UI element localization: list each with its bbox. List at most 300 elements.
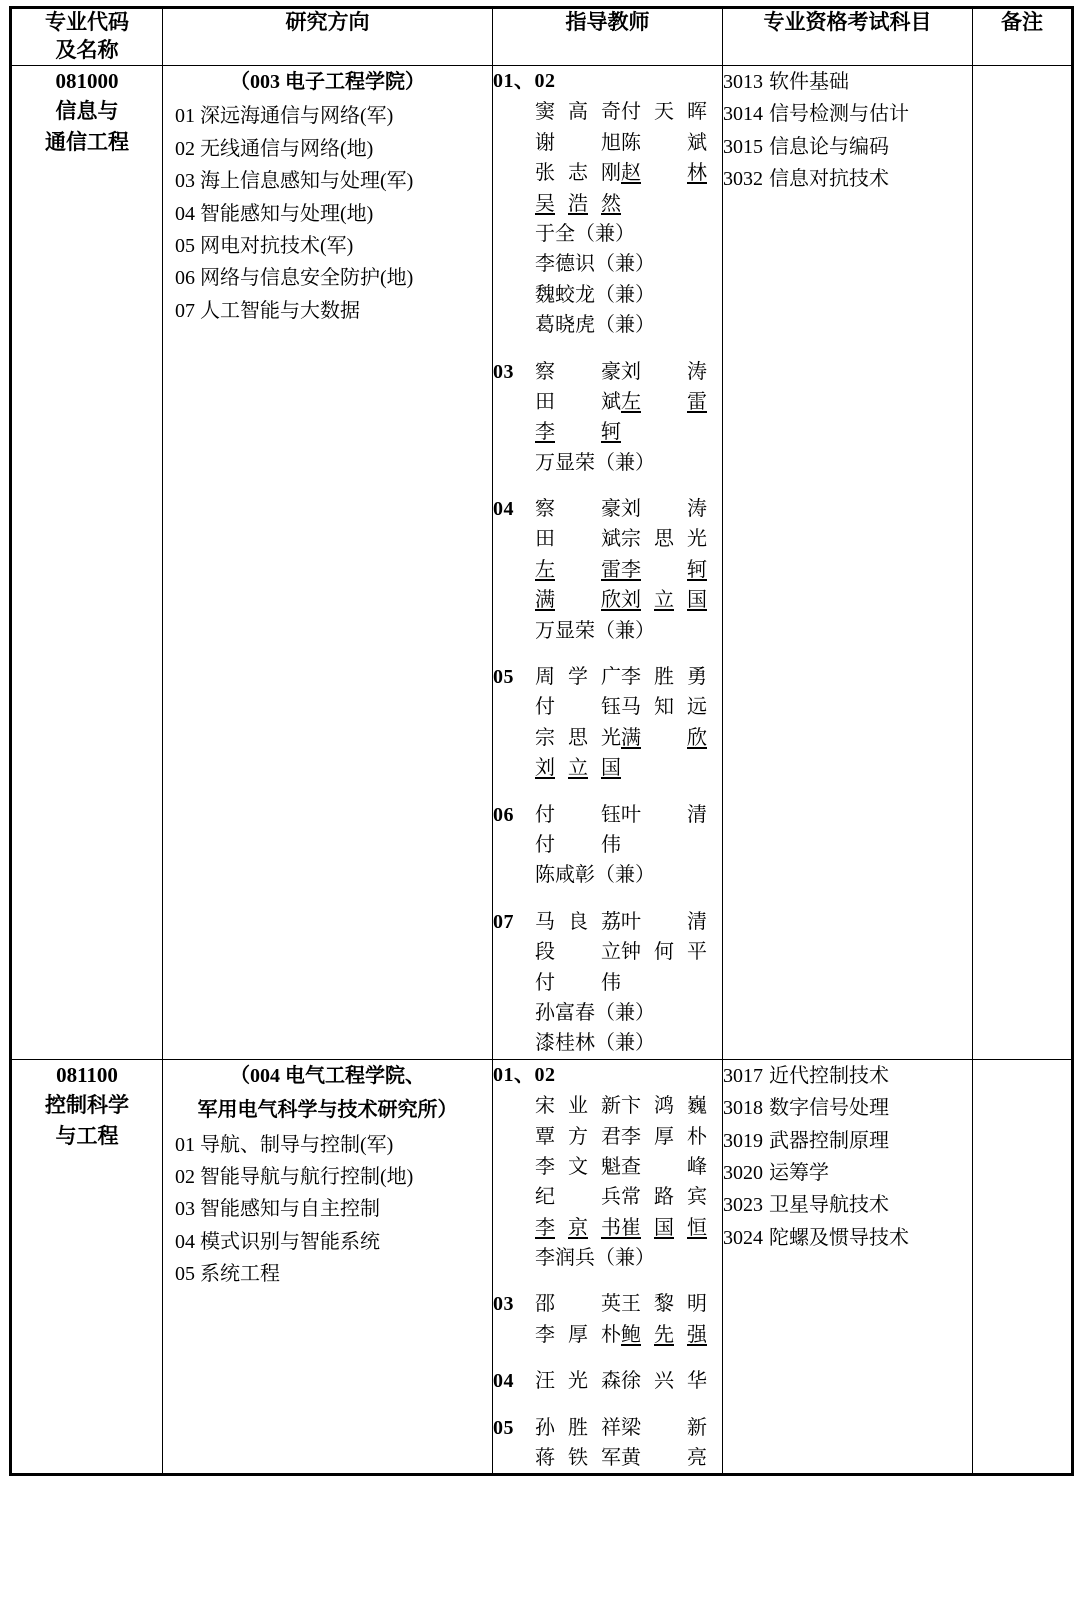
advisor-name-char: 叶 (621, 803, 641, 826)
advisor-name-char: 王 (621, 1293, 641, 1316)
advisor-name (621, 494, 707, 524)
advisor-group (493, 66, 722, 341)
advisor-name-char: 勇 (687, 666, 707, 689)
advisor-name (535, 97, 621, 127)
advisor-name-char: 卞 (621, 1095, 641, 1118)
advisor-name-char: 国 (601, 757, 621, 780)
advisor-line (493, 1243, 722, 1273)
advisor-name-char: 赵 (621, 162, 641, 185)
advisor-name-char: 吴 (535, 192, 555, 215)
advisor-name-char: 良 (568, 910, 588, 933)
advisor-name (535, 1028, 655, 1058)
advisor-name-char: 兵 (601, 1186, 621, 1209)
advisor-name-group (535, 1289, 722, 1319)
advisor-name-char: 立 (601, 941, 621, 964)
direction-number: 06 (175, 267, 195, 290)
advisor-line (493, 1122, 722, 1152)
advisor-name-group (535, 860, 722, 890)
advisor-name-char: 常 (621, 1186, 641, 1209)
direction-text: 无线通信与网络(地) (200, 137, 374, 160)
advisor-name-group (535, 753, 722, 783)
research-direction-item (163, 295, 492, 327)
advisor-group-number: 04 (493, 498, 514, 521)
advisor-name-char: 钟 (621, 941, 641, 964)
column-header-4 (723, 8, 973, 66)
advisor-line (493, 662, 722, 692)
advisor-name-char: 涛 (687, 360, 707, 383)
advisor-name (621, 937, 707, 967)
advisor-name-group (535, 1152, 722, 1182)
exam-subject-name: 运筹学 (769, 1161, 829, 1184)
exam-subject-item (723, 1060, 972, 1092)
advisor-name (535, 1366, 621, 1396)
major-name-line: 信息与 (55, 99, 119, 124)
direction-number: 01 (175, 105, 195, 128)
advisor-name-char: 周 (535, 666, 555, 689)
advisor-name-text: 于全 (535, 222, 575, 245)
advisor-name-char: 李 (535, 1323, 555, 1346)
exam-subject-item (723, 1222, 972, 1254)
advisor-name-char: 立 (568, 757, 588, 780)
advisor-name-group (535, 1182, 722, 1212)
direction-number: 03 (175, 1198, 195, 1221)
advisor-name-char: 光 (601, 726, 621, 749)
advisor-group (493, 1289, 722, 1350)
advisor-name-char: 国 (687, 589, 707, 612)
advisor-name (535, 1152, 621, 1182)
advisor-name-char: 书 (601, 1216, 621, 1239)
advisor-name-group (535, 1366, 722, 1396)
advisor-group-label: 01、02 (493, 1063, 556, 1086)
major-name-line: 与工程 (55, 1123, 119, 1148)
advisor-line (493, 494, 722, 524)
advisor-name-char: 先 (654, 1323, 674, 1346)
exam-subject-code: 3024 (723, 1226, 763, 1249)
advisor-name-group (535, 998, 722, 1028)
advisor-name-char: 学 (568, 666, 588, 689)
exam-subject-code: 3015 (723, 135, 763, 158)
table-body (11, 66, 1073, 1475)
advisor-name-char: 鸿 (654, 1095, 674, 1118)
exam-subject-name: 数字信号处理 (769, 1097, 889, 1120)
advisor-group-number: 03 (493, 1293, 514, 1316)
column-header-line: 及名称 (55, 37, 119, 62)
major-code-and-name-cell (11, 66, 163, 1060)
direction-number: 07 (175, 299, 195, 322)
major-code: 081100 (56, 1062, 118, 1087)
advisor-name-char: 宋 (535, 1095, 555, 1118)
advisor-line (493, 1366, 722, 1396)
advisor-name (535, 249, 655, 279)
advisor-name-group (535, 280, 722, 310)
advisor-name-text: 李德识 (535, 253, 595, 276)
advisor-name (621, 1152, 707, 1182)
column-header-line: 专业代码 (45, 10, 129, 34)
advisor-name-char: 李 (535, 1155, 555, 1178)
advisor-name (621, 907, 707, 937)
advisor-group-number: 03 (493, 360, 514, 383)
advisor-name-group (535, 128, 722, 158)
advisor-name-char: 思 (568, 726, 588, 749)
advisor-name-char: 张 (535, 162, 555, 185)
advisor-name-char: 田 (535, 528, 555, 551)
advisor-name-char: 天 (654, 101, 674, 124)
advisor-name-group (535, 1320, 722, 1350)
advisor-name-char: 巍 (687, 1095, 707, 1118)
advisor-name-char: 浩 (568, 192, 588, 215)
advisor-name-char: 英 (601, 1293, 621, 1316)
advisor-name (621, 800, 707, 830)
advisor-line (493, 417, 722, 447)
advisor-line (493, 585, 722, 615)
exam-subject-code: 3019 (723, 1129, 763, 1152)
advisor-line (493, 280, 722, 310)
advisor-name-char: 刘 (621, 498, 641, 521)
advisor-name-char: 左 (535, 558, 555, 581)
direction-text: 海上信息感知与处理(军) (200, 170, 414, 193)
advisor-name-char: 然 (601, 192, 621, 215)
column-header-line: 指导教师 (565, 10, 650, 34)
advisor-name-char: 伟 (601, 971, 621, 994)
advisor-name (535, 830, 621, 860)
advisor-name-char: 左 (621, 390, 641, 413)
advisor-name-char: 察 (535, 360, 555, 383)
advisor-name (535, 158, 621, 188)
advisor-name-char: 立 (654, 589, 674, 612)
advisor-name-group (535, 189, 722, 219)
advisor-name (535, 1243, 655, 1273)
advisor-name-char: 业 (568, 1095, 588, 1118)
advisor-group-label: 01、02 (493, 70, 556, 92)
column-header-3 (493, 8, 723, 66)
advisor-name-char: 峰 (687, 1155, 707, 1178)
exam-subject-name: 近代控制技术 (769, 1064, 889, 1087)
advisor-name-char: 亮 (687, 1447, 707, 1470)
advisor-name-group (535, 723, 722, 753)
advisor-name-char: 清 (687, 803, 707, 826)
advisor-line (493, 189, 722, 219)
advisor-name-group (535, 1122, 722, 1152)
advisor-name-group (535, 97, 722, 127)
advisor-name-char: 森 (601, 1370, 621, 1393)
research-direction-item (163, 1258, 492, 1290)
advisor-name-char: 朴 (687, 1125, 707, 1148)
advisor-name-char: 朴 (601, 1323, 621, 1346)
direction-text: 深远海通信与网络(军) (200, 105, 394, 128)
exam-subject-item (723, 1189, 972, 1221)
advisor-group (493, 800, 722, 891)
advisor-parttime-marker: （兼） (595, 283, 655, 306)
advisor-name-char: 刚 (601, 162, 621, 185)
advisor-name (535, 280, 655, 310)
advisor-name (535, 128, 621, 158)
advisor-parttime-marker: （兼） (595, 1247, 655, 1270)
advisor-name (535, 1091, 621, 1121)
advisor-group (493, 357, 722, 479)
advisor-name (535, 1320, 621, 1350)
advisor-name (535, 1182, 621, 1212)
advisor-line (493, 723, 722, 753)
advisor-name-char: 付 (535, 803, 555, 826)
exam-subjects-cell (723, 66, 973, 1060)
advisor-name-char: 铁 (568, 1447, 588, 1470)
advisor-name-char: 梁 (621, 1416, 641, 1439)
advisor-name-group (535, 662, 722, 692)
exam-subject-name: 软件基础 (769, 71, 849, 93)
advisor-name-group (535, 249, 722, 279)
advisor-line (493, 387, 722, 417)
advisor-name-char: 厚 (568, 1323, 588, 1346)
advisor-parttime-marker: （兼） (595, 864, 655, 887)
advisor-name-char: 豪 (601, 360, 621, 383)
direction-number: 03 (175, 170, 195, 193)
advisor-name (535, 310, 655, 340)
advisor-name (535, 417, 621, 447)
advisor-name-group (535, 555, 722, 585)
advisor-name-group (535, 1443, 722, 1473)
advisor-name-char: 雷 (687, 390, 707, 413)
advisor-name-char: 付 (621, 101, 641, 124)
advisor-name (621, 662, 707, 692)
direction-number: 05 (175, 1263, 195, 1286)
advisor-name-char: 何 (654, 941, 674, 964)
advisor-line (493, 1413, 722, 1443)
advisor-name-char: 明 (687, 1293, 707, 1316)
advisor-group (493, 907, 722, 1059)
advisor-name-char: 马 (621, 696, 641, 719)
advisor-name (535, 1213, 621, 1243)
advisor-name (535, 800, 621, 830)
advisor-name-char: 华 (687, 1370, 707, 1393)
advisor-name-char: 路 (654, 1186, 674, 1209)
advisor-group (493, 494, 722, 646)
advisor-name (535, 555, 621, 585)
exam-subject-item (723, 131, 972, 163)
advisor-name (621, 1289, 707, 1319)
advisor-name-char: 纪 (535, 1186, 555, 1209)
advisor-name-char: 欣 (687, 726, 707, 749)
column-header-1 (11, 8, 163, 66)
table-header (11, 8, 1073, 66)
advisor-name-char: 付 (535, 696, 555, 719)
major-code: 081000 (55, 69, 119, 93)
direction-text: 人工智能与大数据 (200, 299, 360, 322)
advisor-name-group (535, 585, 722, 615)
advisor-name (621, 357, 707, 387)
advisor-name-char: 宾 (687, 1186, 707, 1209)
advisor-line (493, 97, 722, 127)
advisor-name-char: 清 (687, 910, 707, 933)
advisor-parttime-marker: （兼） (595, 253, 655, 276)
advisor-name-char: 徐 (621, 1370, 641, 1393)
advisor-name-char: 志 (568, 162, 588, 185)
advisor-line (493, 998, 722, 1028)
advisor-parttime-marker: （兼） (595, 1001, 655, 1024)
advisor-name-text: 漆桂林 (535, 1032, 595, 1055)
advisor-name-char: 军 (601, 1447, 621, 1470)
advisor-name-char: 高 (568, 101, 588, 124)
exam-subject-code: 3020 (723, 1161, 763, 1184)
advisor-line (493, 1182, 722, 1212)
advisor-group (493, 1413, 722, 1474)
advisor-line (493, 1443, 722, 1473)
direction-text: 导航、制导与控制(军) (200, 1133, 394, 1156)
advisor-name-group (535, 1028, 722, 1058)
advisor-line (493, 1028, 722, 1058)
advisor-name-char: 崔 (621, 1216, 641, 1239)
exam-subject-code: 3023 (723, 1194, 763, 1217)
advisor-name-char: 刘 (621, 589, 641, 612)
advisor-name-char: 远 (687, 696, 707, 719)
major-code-and-name-cell (11, 1059, 163, 1475)
research-direction-item (163, 1129, 492, 1161)
exam-subjects-cell (723, 1059, 973, 1475)
advisor-name-char: 新 (687, 1416, 707, 1439)
advisor-name-char: 宗 (535, 726, 555, 749)
advisor-line (493, 968, 722, 998)
exam-subject-code: 3013 (723, 71, 763, 93)
advisor-group (493, 1366, 722, 1396)
research-direction-item (163, 230, 492, 262)
advisor-name-char: 奇 (601, 101, 621, 124)
advisor-name-char: 知 (654, 696, 674, 719)
advisor-name-char: 魁 (601, 1155, 621, 1178)
exam-subject-name: 信息对抗技术 (769, 168, 889, 191)
advisor-name-char: 鲍 (621, 1323, 641, 1346)
advisor-name-char: 伟 (601, 833, 621, 856)
advisor-group-number: 07 (493, 910, 514, 933)
advisor-name-group (535, 387, 722, 417)
advisor-name (621, 1320, 707, 1350)
major-name-line: 控制科学 (45, 1093, 129, 1118)
advisor-group (493, 1060, 722, 1274)
column-header-line: 备注 (1001, 10, 1043, 34)
advisor-name-group (535, 968, 722, 998)
advisor-name-char: 恒 (687, 1216, 707, 1239)
advisor-name (535, 1443, 621, 1473)
advisor-name-char: 刘 (535, 757, 555, 780)
advisor-name (535, 1413, 621, 1443)
direction-text: 网络与信息安全防护(地) (200, 267, 414, 290)
advisor-line (493, 128, 722, 158)
exam-subject-name: 信息论与编码 (769, 135, 889, 158)
direction-number: 02 (175, 137, 195, 160)
advisor-line (493, 1091, 722, 1121)
research-direction-item (163, 133, 492, 165)
advisor-name-group (535, 1243, 722, 1273)
advisor-name (621, 128, 707, 158)
advisor-name-char: 满 (621, 726, 641, 749)
advisor-name-char: 覃 (535, 1125, 555, 1148)
advisor-name-char: 李 (535, 1216, 555, 1239)
advisor-name-text: 陈咸彰 (535, 864, 595, 887)
advisor-name-text: 万显荣 (535, 451, 595, 474)
advisor-name (535, 1289, 621, 1319)
advisor-name-group (535, 158, 722, 188)
advisor-parttime-marker: （兼） (595, 451, 655, 474)
direction-text: 系统工程 (200, 1263, 280, 1286)
advisor-name (621, 723, 707, 753)
advisor-name (535, 662, 621, 692)
research-direction-item (163, 100, 492, 132)
advisor-name-char: 新 (601, 1095, 621, 1118)
advisor-name-char: 窦 (535, 101, 555, 124)
advisor-name-group (535, 310, 722, 340)
table-row (11, 66, 1073, 1060)
research-direction-item (163, 198, 492, 230)
advisor-group-number: 04 (493, 1370, 514, 1393)
advisor-name-char: 君 (601, 1125, 621, 1148)
direction-text: 智能感知与自主控制 (200, 1198, 380, 1221)
advisor-name (535, 968, 621, 998)
advisor-line (493, 937, 722, 967)
advisor-name (535, 616, 655, 646)
advisor-name-char: 刘 (621, 360, 641, 383)
advisor-name-text: 葛晓虎 (535, 314, 595, 337)
advisor-group (493, 662, 722, 784)
advisor-name-char: 思 (654, 528, 674, 551)
advisor-name-char: 厚 (654, 1125, 674, 1148)
advisor-name (535, 524, 621, 554)
advisor-name-char: 马 (535, 910, 555, 933)
advisor-name-group (535, 448, 722, 478)
exam-subject-item (723, 1125, 972, 1157)
advisor-name-group (535, 907, 722, 937)
exam-subject-code: 3018 (723, 1097, 763, 1120)
research-direction-item (163, 1226, 492, 1258)
advisor-parttime-marker: （兼） (595, 1032, 655, 1055)
research-directions-cell (163, 1059, 493, 1475)
advisor-parttime-marker: （兼） (595, 619, 655, 642)
advisor-name-char: 蒋 (535, 1447, 555, 1470)
advisor-name-char: 荔 (601, 910, 621, 933)
advisor-name-char: 孙 (535, 1416, 555, 1439)
advisor-line (493, 310, 722, 340)
research-direction-item (163, 165, 492, 197)
advisor-name-char: 付 (535, 971, 555, 994)
advisor-name (621, 1213, 707, 1243)
college-name: （004 电气工程学院、 (230, 1064, 425, 1087)
advisor-name-char: 轲 (687, 558, 707, 581)
advisor-name-char: 汪 (535, 1370, 555, 1393)
advisor-line (493, 907, 722, 937)
direction-number: 04 (175, 1230, 195, 1253)
advisor-name (621, 97, 707, 127)
advisor-name (621, 585, 707, 615)
advisor-line (493, 249, 722, 279)
advisor-name (535, 723, 621, 753)
advisor-name-group (535, 524, 722, 554)
advisor-name (535, 448, 655, 478)
column-header-5 (973, 8, 1073, 66)
advisor-name-char: 黄 (621, 1447, 641, 1470)
direction-text: 智能感知与处理(地) (200, 202, 374, 225)
advisor-line (493, 860, 722, 890)
advisor-group-number: 05 (493, 1416, 514, 1439)
advisor-name-char: 斌 (601, 528, 621, 551)
advisor-name-char: 查 (621, 1155, 641, 1178)
advisor-name-char: 祥 (601, 1416, 621, 1439)
advisor-line (493, 753, 722, 783)
direction-text: 智能导航与航行控制(地) (200, 1165, 414, 1188)
advisor-name (535, 753, 621, 783)
advisor-name-char: 方 (568, 1125, 588, 1148)
advisor-name (621, 1122, 707, 1152)
advisor-name-char: 胜 (568, 1416, 588, 1439)
advisor-name-char: 强 (687, 1323, 707, 1346)
advisor-name (621, 692, 707, 722)
advisor-name-group (535, 219, 722, 249)
